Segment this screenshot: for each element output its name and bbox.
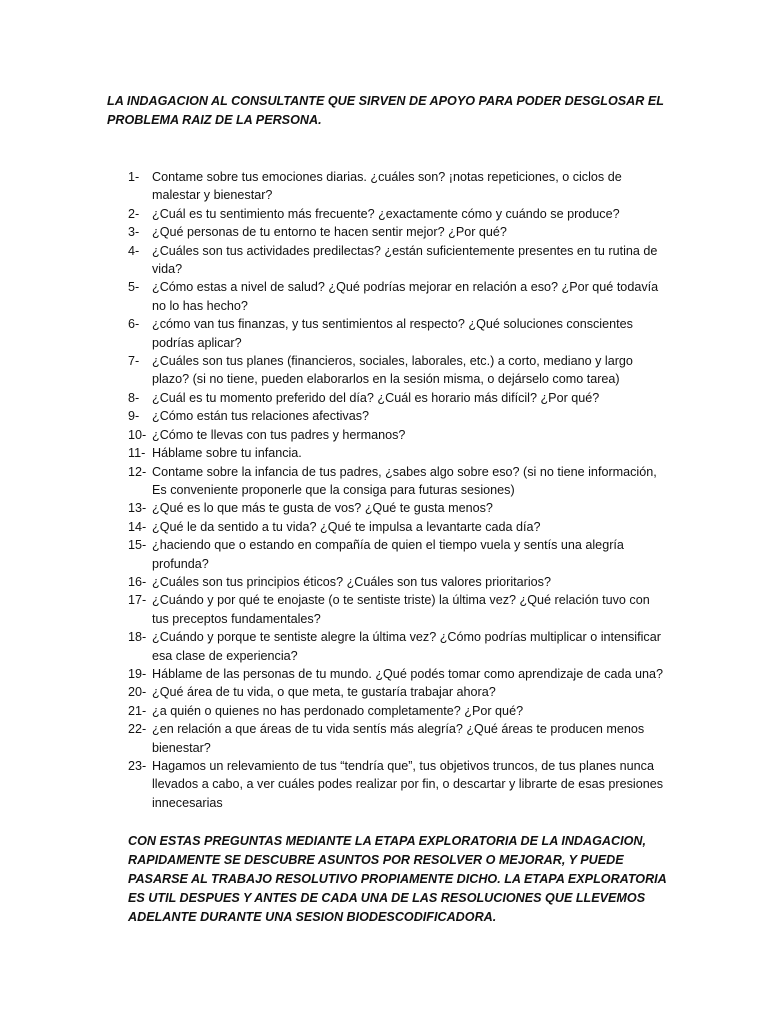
- question-list: [128, 168, 668, 812]
- question-number: 19-: [128, 666, 147, 681]
- question-item: [128, 444, 668, 462]
- conclusion-paragraph: CON ESTAS PREGUNTAS MEDIANTE LA ETAPA EXPLORATORIA DE LA INDAGACION, RAPIDAMENTE SE DESCUBRE ASUNTOS POR RESOLVER O MEJORAR, Y PUEDE PASARSE AL TRABAJO RESOLUTIVO PROPIAMENTE DICHO. LA ETAPA EXPLORATORIA ES UTIL DESPUES Y ANTES DE CADA UNA DE LAS RESOLUCIONES QUE LLEVEMOS ADELANTE DURANTE UNA SESION BIODESCODIFICADORA.: [128, 834, 667, 924]
- question-item: [128, 665, 668, 683]
- question-item: [128, 628, 668, 665]
- question-text: Háblame de las personas de tu mundo. ¿Qué podés tomar como aprendizaje de cada una?: [152, 666, 664, 681]
- question-number: 12-: [128, 464, 147, 479]
- question-number: 10-: [128, 427, 147, 442]
- question-number: 13-: [128, 501, 147, 516]
- question-number: 16-: [128, 574, 147, 589]
- question-item: [128, 463, 668, 500]
- question-number: 5-: [128, 280, 140, 295]
- question-item: [128, 278, 668, 315]
- question-text: ¿Cómo estas a nivel de salud? ¿Qué podrías mejorar en relación a eso? ¿Por qué todavía no lo has hecho?: [152, 280, 659, 313]
- question-item: [128, 702, 668, 720]
- question-number: 23-: [128, 759, 147, 773]
- question-text: ¿Qué área de tu vida, o que meta, te gustaría trabajar ahora?: [152, 685, 496, 700]
- question-item: [128, 407, 668, 425]
- question-text: Contame sobre tus emociones diarias. ¿cuáles son? ¡notas repeticiones, o ciclos de malestar y bienestar?: [152, 170, 622, 203]
- question-item: [128, 720, 668, 757]
- question-text: ¿Qué le da sentido a tu vida? ¿Qué te impulsa a levantarte cada día?: [152, 519, 541, 534]
- question-number: 2-: [128, 206, 140, 221]
- question-item: [128, 499, 668, 517]
- question-text: ¿Cuándo y por qué te enojaste (o te sentiste triste) la última vez? ¿Qué relación tuvo con tus preceptos fundamentales?: [152, 593, 650, 626]
- question-text: Háblame sobre tu infancia.: [152, 446, 302, 461]
- question-text: ¿Cómo están tus relaciones afectivas?: [152, 409, 369, 424]
- question-number: 18-: [128, 630, 147, 645]
- question-number: 17-: [128, 593, 147, 608]
- question-item: [128, 242, 668, 279]
- question-item: [128, 205, 668, 223]
- question-text: Hagamos un relevamiento de tus “tendría que”, tus objetivos truncos, de tus planes nunca llevados a cabo, a ver cuáles podes realizar por fin, o descartar y librarte de esas presiones innecesarias: [152, 759, 664, 810]
- question-number: 14-: [128, 519, 147, 534]
- question-number: 1-: [128, 170, 140, 184]
- question-number: 7-: [128, 354, 140, 369]
- question-number: 15-: [128, 538, 147, 553]
- question-text: ¿Cuáles son tus principios éticos? ¿Cuáles son tus valores prioritarios?: [152, 574, 551, 589]
- question-number: 22-: [128, 722, 147, 737]
- question-text: ¿Cuál es tu sentimiento más frecuente? ¿exactamente cómo y cuándo se produce?: [152, 206, 620, 221]
- question-text: ¿cómo van tus finanzas, y tus sentimientos al respecto? ¿Qué soluciones conscientes podrías aplicar?: [152, 317, 633, 350]
- question-item: [128, 352, 668, 389]
- question-item: [128, 683, 668, 701]
- question-text: ¿Cómo te llevas con tus padres y hermanos?: [152, 427, 406, 442]
- question-item: [128, 223, 668, 241]
- question-text: ¿Qué personas de tu entorno te hacen sentir mejor? ¿Por qué?: [152, 225, 507, 240]
- document-title: LA INDAGACION AL CONSULTANTE QUE SIRVEN DE APOYO PARA PODER DESGLOSAR EL PROBLEMA RAIZ DE LA PERSONA.: [107, 94, 664, 127]
- question-text: ¿en relación a que áreas de tu vida sentís más alegría? ¿Qué áreas te producen menos bienestar?: [152, 722, 645, 755]
- question-number: 4-: [128, 243, 140, 258]
- question-number: 3-: [128, 225, 140, 240]
- question-item: [128, 573, 668, 591]
- question-item: [128, 426, 668, 444]
- question-item: [128, 536, 668, 573]
- question-item: [128, 518, 668, 536]
- question-item: [128, 389, 668, 407]
- question-item: [128, 591, 668, 628]
- question-item: [128, 315, 668, 352]
- question-number: 11-: [128, 446, 146, 461]
- question-number: 20-: [128, 685, 147, 700]
- question-text: ¿Cuándo y porque te sentiste alegre la última vez? ¿Cómo podrías multiplicar o intensificar esa clase de experiencia?: [152, 630, 661, 663]
- question-text: ¿Qué es lo que más te gusta de vos? ¿Qué te gusta menos?: [152, 501, 493, 516]
- question-item: [128, 757, 668, 812]
- question-number: 8-: [128, 390, 140, 405]
- question-number: 6-: [128, 317, 140, 332]
- question-text: ¿Cuáles son tus planes (financieros, sociales, laborales, etc.) a corto, mediano y largo plazo? (si no tiene, pueden elaborarlos en la sesión misma, o dejárselo como tarea): [152, 354, 633, 387]
- question-text: ¿haciendo que o estando en compañía de quien el tiempo vuela y sentís una alegría profunda?: [152, 538, 624, 571]
- question-item: [128, 168, 668, 205]
- question-text: ¿Cuáles son tus actividades predilectas? ¿están suficientemente presentes en tu rutina de vida?: [152, 243, 658, 277]
- question-text: Contame sobre la infancia de tus padres, ¿sabes algo sobre eso? (si no tiene información, Es conveniente proponerle que la consiga para futuras sesiones): [152, 464, 657, 497]
- question-number: 21-: [128, 703, 147, 718]
- question-text: ¿a quién o quienes no has perdonado completamente? ¿Por qué?: [152, 703, 524, 718]
- question-number: 9-: [128, 409, 140, 424]
- question-text: ¿Cuál es tu momento preferido del día? ¿Cuál es horario más difícil? ¿Por qué?: [152, 390, 600, 405]
